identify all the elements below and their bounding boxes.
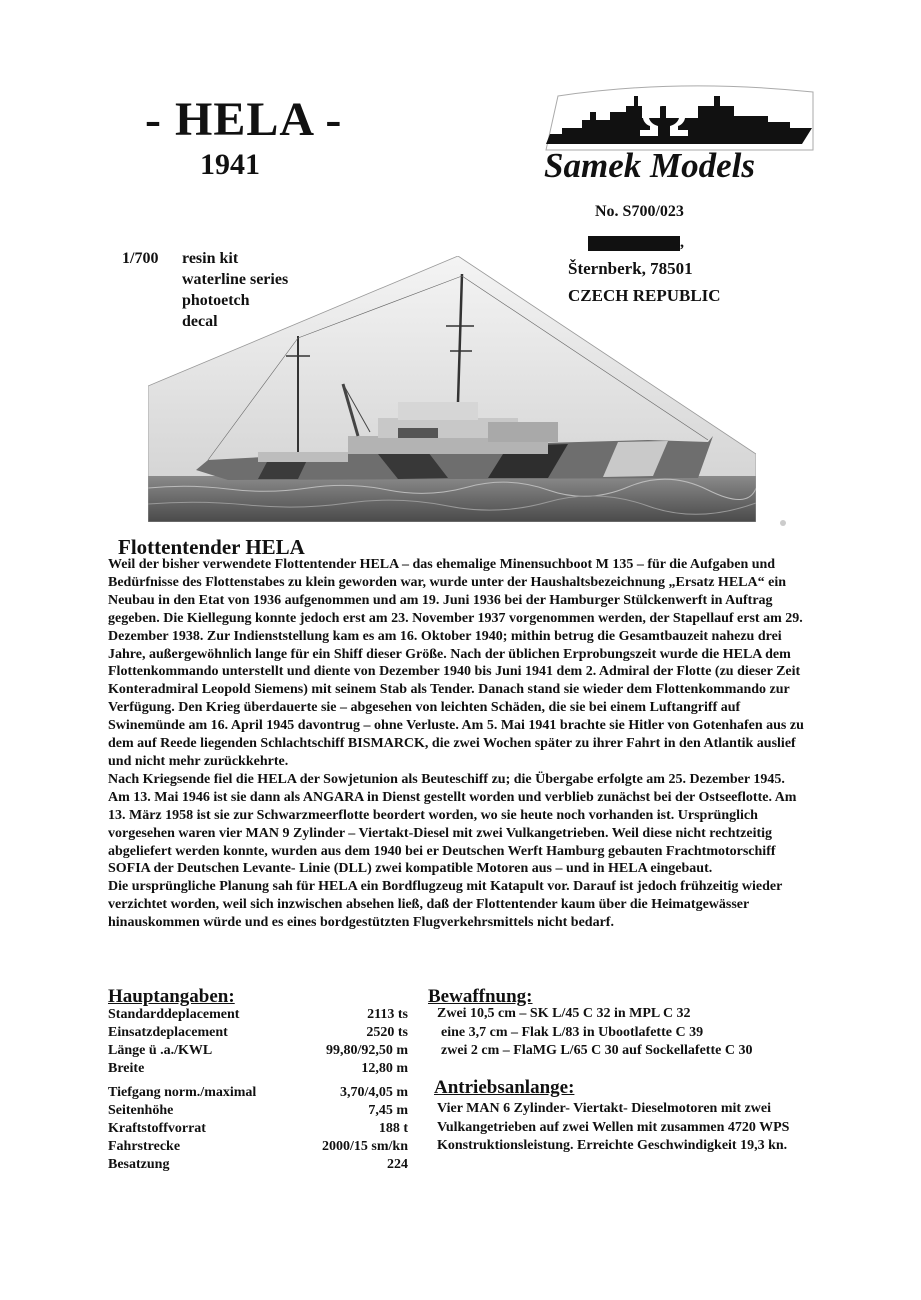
scan-speck xyxy=(780,520,786,526)
address-city: Šternberk, 78501 xyxy=(568,259,693,278)
spec-row xyxy=(108,1084,408,1102)
article-paragraph: Nach Kriegsende fiel die HELA der Sowjetunion als Beuteschiff zu; die Übergabe erfolgte am 25. Dezember 1945. Am 13. Mai 1946 ist sie dann als ANGARA in Dienst gestellt worden und verblieb zunächst bei der Ostseeflotte. Am 13. März 1958 ist sie zur Schwarzmeerflotte beordert worden, wo sie heute noch vorhanden ist. Ursprünglich vorgesehen waren vier MAN 9 Zylinder – Viertakt-Diesel mit zwei Vulkangetrieben. Weil diese nicht rechtzeitig abgeliefert werden konnte, wurden aus dem 1940 bei er Deutschen Werft Hamburg gebauten Frachtmotorschiff SOFIA der Deutschen Levante- Linie (DLL) zwei kompatible Motoren aus – und in HELA eingebaut. xyxy=(108,771,797,877)
spec-value: 224 xyxy=(387,1157,408,1172)
spec-label: Kraftstoffvorrat xyxy=(108,1121,206,1136)
propulsion-heading: Antriebsanlange: xyxy=(434,1077,575,1098)
spec-value: 2520 ts xyxy=(366,1025,408,1040)
spec-label: Tiefgang norm./maximal xyxy=(108,1085,257,1100)
spec-row xyxy=(108,1006,408,1024)
armament-heading: Bewaffnung: xyxy=(428,986,533,1007)
armament-line: Zwei 10,5 cm – SK L/45 C 32 in MPL C 32 xyxy=(437,1006,691,1021)
spec-label: Breite xyxy=(108,1061,145,1076)
spec-value: 7,45 m xyxy=(368,1103,408,1118)
page-title: - HELA - xyxy=(145,93,343,146)
kit-feature: waterline series xyxy=(182,271,289,288)
spec-value: 188 t xyxy=(378,1121,408,1136)
kit-feature: decal xyxy=(182,313,218,330)
address-comma: , xyxy=(680,234,684,251)
spec-row xyxy=(108,1042,408,1060)
spec-label: Besatzung xyxy=(108,1157,170,1172)
spec-row xyxy=(108,1024,408,1042)
page-year: 1941 xyxy=(200,148,260,181)
kit-scale: 1/700 xyxy=(122,250,159,267)
article-paragraph: Die ursprüngliche Planung sah für HELA ein Bordflugzeug mit Katapult vor. Darauf ist jedoch frühzeitig wieder verzichtet worden, weil sich inzwischen absehen ließ, daß der Flottentender kaum über die Heimatgewässer hinauskommen würde und es eines bordgestützten Flugverkehrsmittels nicht bedarf. xyxy=(108,879,783,931)
spec-label: Länge ü .a./KWL xyxy=(108,1043,213,1058)
spec-row xyxy=(108,1120,408,1138)
article-body xyxy=(108,556,808,932)
spec-label: Standarddeplacement xyxy=(108,1007,240,1022)
article-paragraph: Weil der bisher verwendete Flottentender HELA – das ehemalige Minensuchboot M 135 – für die Aufgaben und Bedürfnisse des Flottenstabes zu klein geworden war, wurde unter der Haushaltsbezeichnung „Ersatz HELA“ ein Neubau in den Etat von 1936 aufgenommen und am 19. Juni 1936 bei der Hamburger Stülckenwerft in Auftrag gegeben. Die Kiellegung konnte jedoch erst am 23. November 1937 vorgenommen werden, der Stapellauf erst am 29. Dezember 1938. Zur Indienststellung kam es am 16. Oktober 1940; mithin betrug die Gesamtbauzeit nahezu drei Jahre, außergewöhnlich lange für ein Shiff dieser Größe. Nach der üblichen Erprobungszeit wurde die HELA dem Flottenkommando unterstellt und diente von Dezember 1940 bis Juni 1941 dem 2. Admiral der Flotte (zu dieser Zeit Konteradmiral Leopold Siemens) mit seinem Stab als Tender. Danach stand sie wieder dem Flottenkommando zur Verfügung. Den Krieg überdauerte sie – abgesehen von leichten Schäden, die sie bei einem Luftangriff auf Swinemünde am 16. April 1945 davontrug – ohne Verluste. Am 5. Mai 1941 brachte sie Hitler von Gotenhafen aus zu dem auf Reede liegenden Schlachtschiff BISMARCK, die zwei Wochen später zu ihrer Fahrt in den Atlantik auslief und nicht mehr zurückkehrte. xyxy=(108,557,804,769)
samek-models-logo xyxy=(538,82,820,190)
spec-value: 99,80/92,50 m xyxy=(325,1043,408,1058)
warship-silhouette-icon xyxy=(538,82,820,152)
spec-row xyxy=(108,1102,408,1120)
armament-line: eine 3,7 cm – Flak L/83 in Ubootlafette C 39 xyxy=(441,1024,704,1040)
propulsion-text: Vier MAN 6 Zylinder- Viertakt- Dieselmotoren mit zwei Vulkangetrieben auf zwei Wellen mit zusammen 4720 WPS Konstruktionsleistung. Erreichte Geschwindigkeit 19,3 kn. xyxy=(437,1101,790,1153)
redacted-address-block xyxy=(588,236,680,251)
spec-value: 2000/15 sm/kn xyxy=(322,1139,408,1154)
spec-value: 2113 ts xyxy=(367,1007,408,1022)
spec-label: Seitenhöhe xyxy=(108,1103,174,1118)
specs-table xyxy=(108,1006,408,1174)
kit-feature: resin kit xyxy=(182,250,239,267)
kit-feature: photoetch xyxy=(182,292,250,309)
address-country: CZECH REPUBLIC xyxy=(568,286,721,305)
brand-name: Samek Models xyxy=(544,146,755,185)
catalog-number: No. S700/023 xyxy=(595,203,684,220)
armament-list xyxy=(437,1005,752,1061)
spec-label: Einsatzdeplacement xyxy=(108,1025,228,1040)
ship-illustration xyxy=(148,256,756,522)
spec-row xyxy=(108,1138,408,1156)
armament-line: zwei 2 cm – FlaMG L/65 C 30 auf Sockellafette C 30 xyxy=(441,1043,753,1058)
spec-label: Fahrstrecke xyxy=(108,1139,181,1154)
spec-row xyxy=(108,1060,408,1078)
specs-heading: Hauptangaben: xyxy=(108,986,235,1007)
spec-value: 3,70/4,05 m xyxy=(339,1085,408,1100)
spec-value: 12,80 m xyxy=(361,1061,408,1076)
spec-row xyxy=(108,1156,408,1174)
section-title: Flottentender HELA xyxy=(118,535,305,559)
